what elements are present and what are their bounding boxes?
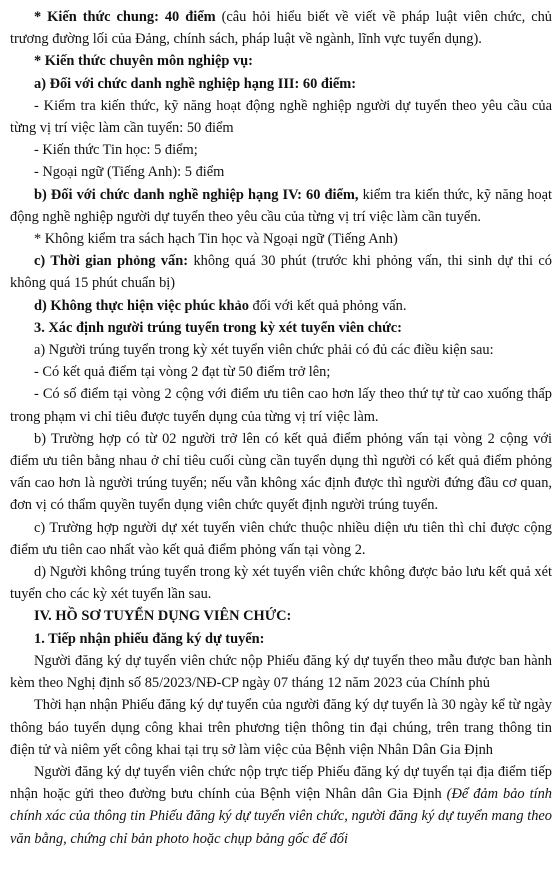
general-knowledge-label: * Kiến thức chung: 40 điểm [34, 9, 216, 25]
paragraph-interview-time [10, 250, 552, 294]
rank-iv-label: b) Đối với chức danh nghề nghiệp hạng IV: 60 điểm, [34, 186, 359, 203]
paragraph-rank-iv [10, 184, 552, 228]
paragraph-registration-form: Người đăng ký dự tuyển viên chức nộp Phiếu đăng ký dự tuyển theo mẫu được ban hành kèm theo Nghị định số 85/2023/NĐ-CP ngày 07 tháng 12 năm 2023 của Chính phủ [10, 652, 552, 692]
paragraph-submission [10, 761, 552, 850]
submission-text: Người đăng ký dự tuyển viên chức nộp trực tiếp Phiếu đăng ký dự tuyển tại địa điểm tiếp nhận hoặc gửi theo đường bưu chính của Bệnh viện Nhân dân Gia Định [10, 763, 552, 803]
rank-iii-item-skills: - Kiểm tra kiến thức, kỹ năng hoạt động nghề nghiệp người dự tuyển theo yêu cầu của từng vị trí việc làm cần tuyển: 50 điểm [10, 97, 552, 137]
rank-iii-item-language: - Ngoại ngữ (Tiếng Anh): 5 điểm [34, 164, 225, 181]
section-3-condition-ranking: - Có số điểm tại vòng 2 cộng với điểm ưu tiên cao hơn lấy theo thứ tự từ cao xuống thấp trong phạm vi chỉ tiêu được tuyển dụng của từng vị trí việc làm. [10, 386, 552, 425]
section-3-condition-score: - Có kết quả điểm tại vòng 2 đạt từ 50 điểm trở lên; [34, 364, 331, 381]
section-3-item-b: b) Trường hợp có từ 02 người trở lên có kết quả điểm phỏng vấn tại vòng 2 cộng với điểm ưu tiên bằng nhau ở chỉ tiêu cuối cùng cần tuyển dụng thì người có kết quả điểm phỏng vấn cao hơn là người trúng tuyển; nếu vẫn không xác định được thì người đứng đầu cơ quan, đơn vị có thẩm quyền tuyển dụng viên chức quyết định người trúng tuyển. [10, 430, 552, 514]
paragraph-general-knowledge [10, 6, 552, 50]
paragraph-registration-deadline: Thời hạn nhận Phiếu đăng ký dự tuyển của người đăng ký dự tuyển là 30 ngày kể từ ngày thông báo tuyển dụng công khai trên phương tiện thông tin đại chúng, trên trang thông tin điện tử và niêm yết công khai tại trụ sở làm việc của Bệnh viện Nhân Dân Gia Định [10, 697, 552, 758]
no-review-text: đối với kết quả phỏng vấn. [248, 297, 407, 314]
subsection-1-heading: 1. Tiếp nhận phiếu đăng ký dự tuyển: [34, 630, 265, 647]
rank-iv-text: kiểm tra kiến thức, kỹ năng hoạt động nghề nghiệp người dự tuyển theo yêu cầu của từng vị trí việc làm cần tuyển. [10, 186, 552, 225]
no-review-label: d) Không thực hiện việc phúc khảo [34, 297, 249, 314]
interview-time-text: không quá 30 phút (trước khi phỏng vấn, thi sinh dự thi có không quá 15 phút chuẩn bị) [10, 253, 553, 292]
submission-note-italic: (Để đảm bảo tính chính xác của thông tin Phiếu đăng ký dự tuyển viên chức, người đăng ký dự tuyển mang theo văn bằng, chứng chỉ bản photo hoặc chụp bảng gốc để đối [10, 786, 552, 847]
rank-iii-heading: a) Đối với chức danh nghề nghiệp hạng III: 60 điểm: [34, 75, 357, 92]
interview-time-label: c) Thời gian phỏng vấn: [34, 253, 189, 270]
paragraph-no-review [10, 295, 552, 317]
section-3-item-a: a) Người trúng tuyển trong kỳ xét tuyển viên chức phải có đủ các điều kiện sau: [34, 342, 494, 359]
rank-iii-item-it: - Kiến thức Tin học: 5 điểm; [34, 142, 198, 159]
professional-knowledge-heading: * Kiến thức chuyên môn nghiệp vụ: [34, 53, 253, 70]
section-3-heading: 3. Xác định người trúng tuyển trong kỳ xét tuyển viên chức: [34, 319, 402, 336]
no-it-language-test-note: * Không kiểm tra sách hạch Tin học và Ngoại ngữ (Tiếng Anh) [34, 231, 398, 248]
section-iv-heading: IV. HỒ SƠ TUYỂN DỤNG VIÊN CHỨC: [34, 608, 292, 625]
general-knowledge-text: (câu hỏi hiểu biết về viết về pháp luật viên chức, chủ trương đường lối của Đảng, chính sách, pháp luật về ngành, lĩnh vực tuyển dụng). [10, 9, 552, 48]
section-3-item-d: d) Người không trúng tuyển trong kỳ xét tuyển viên chức không được bảo lưu kết quả xét tuyển cho các kỳ xét tuyển lần sau. [10, 564, 552, 603]
section-3-item-c: c) Trường hợp người dự xét tuyển viên chức thuộc nhiều diện ưu tiên thì chỉ được cộng điểm ưu tiên cao nhất vào kết quả điểm phỏng vấn tại vòng 2. [10, 519, 552, 558]
